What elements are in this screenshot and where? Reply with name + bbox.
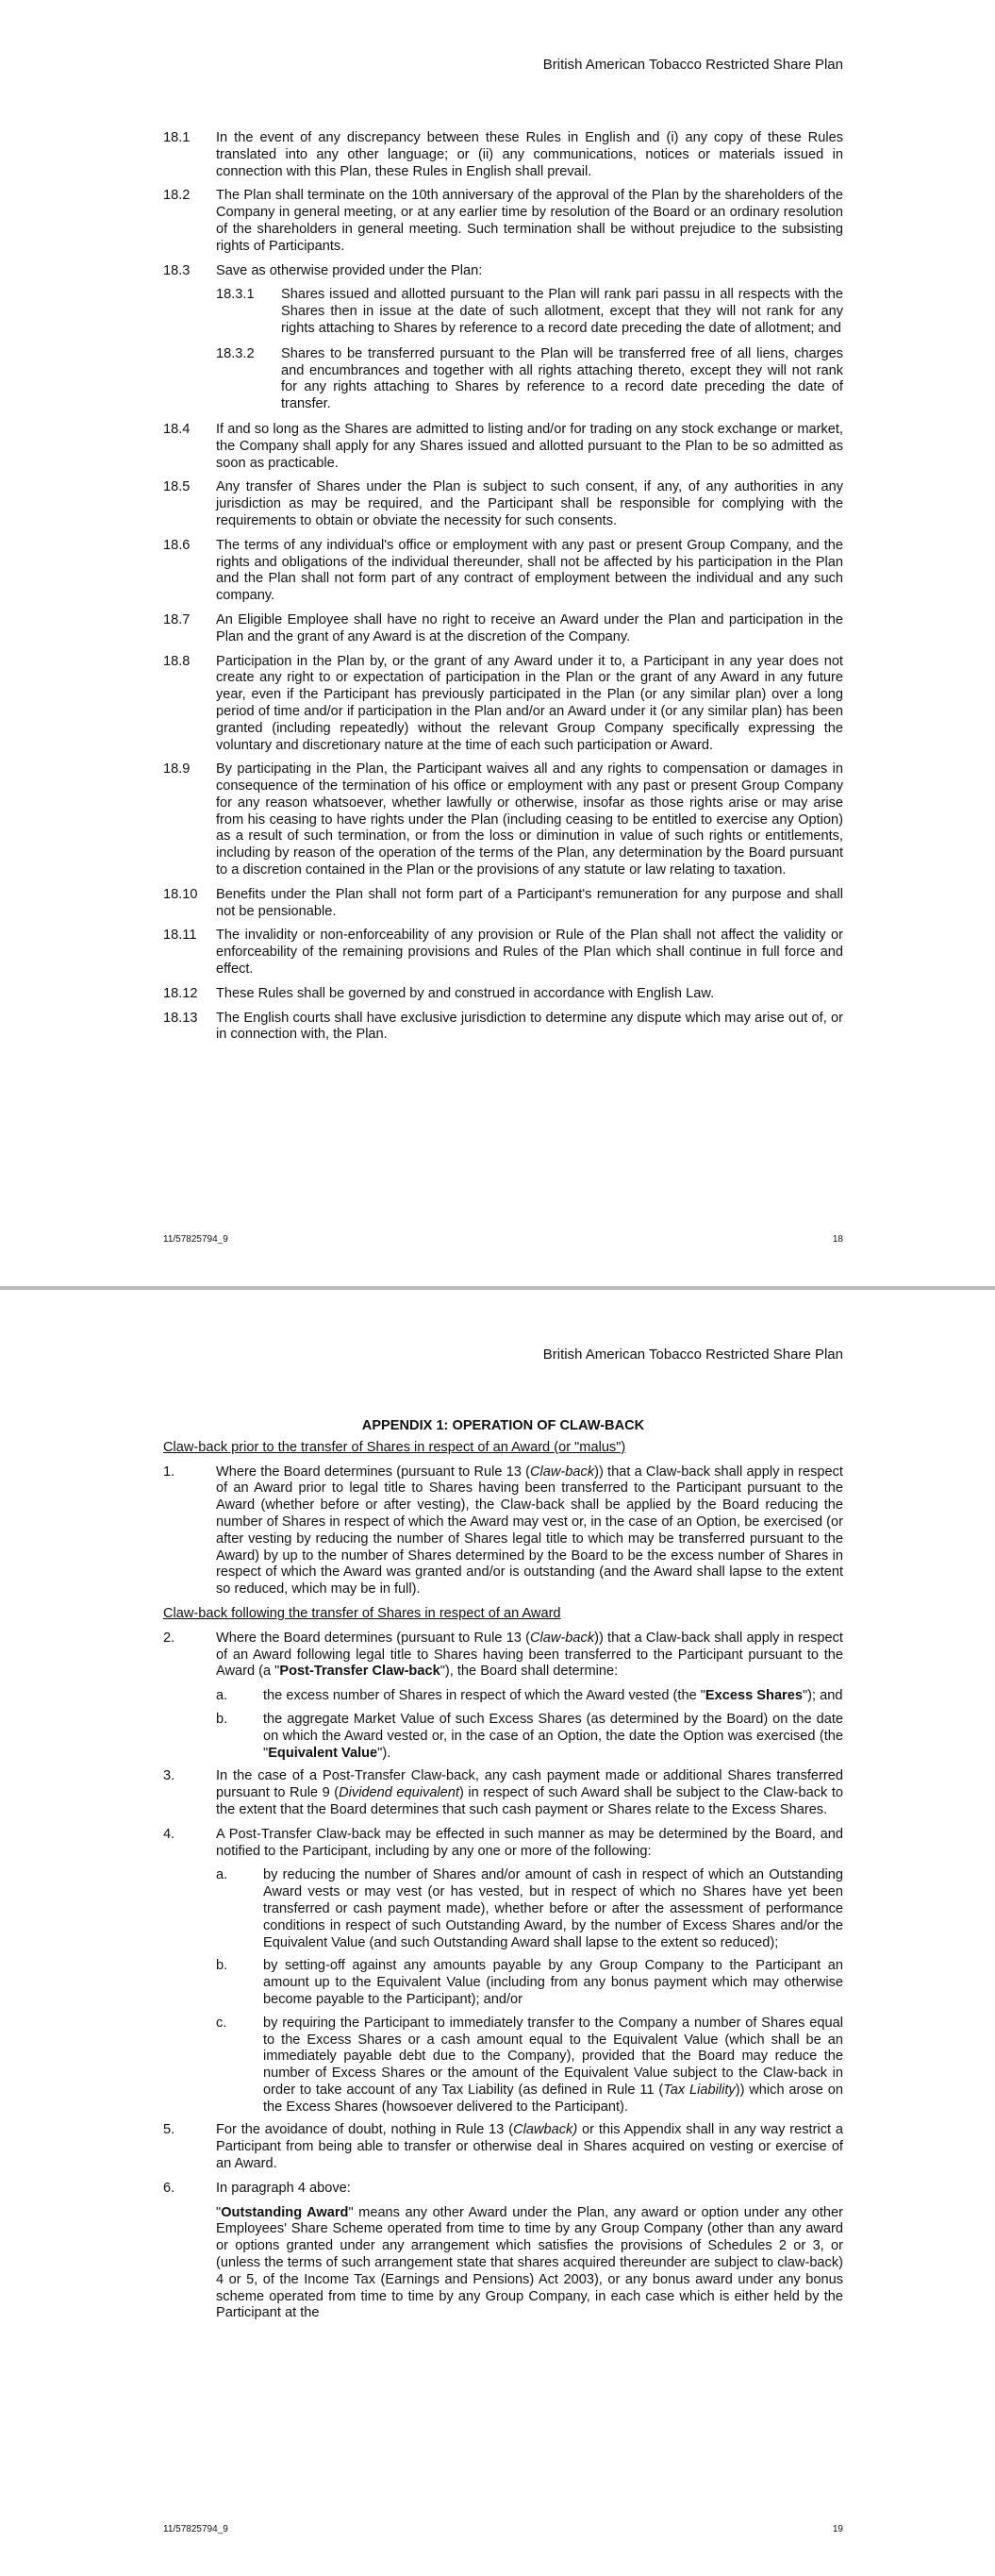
item-text: the excess number of Shares in respect of which the Award vested (the "Excess Shares"); and [263,1688,843,1704]
clause-text: Participation in the Plan by, or the grant of any Award under it to, a Participant in any year does not create any right to or expectation of participation in the Plan or the grant of any Award in any future year, even if the Participant has previously participated in the Plan (or any similar plan) over a long period of time and/or if participation in the Plan and/or an Award under it (or any similar plan) has been granted (including repeatedly) without the relevant Group Company specifically expressing the voluntary and discretionary nature at the time of each such participation or Award. [216,653,843,753]
paragraph-4c [163,2016,843,2116]
clause-text: Any transfer of Shares under the Plan is subject to such consent, if any, of any authorities in any jurisdiction as may be required, and the Participant shall be responsible for complying with the requirements to obtain or obviate the necessity for such consents. [216,479,843,528]
clause-text: Save as otherwise provided under the Plan: [216,262,483,278]
clause-number: 18.13 [163,1010,198,1026]
clause-text: The terms of any individual's office or employment with any past or present Group Company, and the rights and obligations of the individual thereunder, shall not be affected by his participation in the Plan and the Plan shall not form part of any contract of employment between the individual and any such company. [216,537,843,604]
clause-number: 18.8 [163,653,191,669]
clause-18-11 [163,928,843,978]
paragraph-number: 2. [163,1630,175,1646]
footer-document-reference: 11/57825794_9 [163,2524,228,2534]
clause-number: 18.4 [163,421,191,437]
paragraph-text: In paragraph 4 above: [216,2180,351,2196]
clause-18-9 [163,761,843,879]
document-page-18 [0,0,995,1286]
clause-18-6 [163,538,843,605]
paragraph-2 [163,1631,843,1681]
document-page-19 [0,1290,995,2576]
item-text: the aggregate Market Value of such Excess Shares (as determined by the Board) on the date on which the Award vested or, in the case of an Option, the date the Option was exercised (the "Equivalent Value"). [263,1711,843,1761]
paragraph-number: 4. [163,1826,175,1842]
item-letter: a. [216,1867,228,1883]
subclause-18-3-1 [163,287,843,337]
clause-number: 18.1 [163,130,191,145]
subclause-number: 18.3.2 [216,345,255,361]
clause-18-10 [163,887,843,921]
clause-18-13 [163,1011,843,1045]
item-text: by reducing the number of Shares and/or amount of cash in respect of which an Outstanding Award vests or may vest (or has vested, but in respect of which no Shares have yet been transferred or cash payment made), whether before or after the assessment of performance conditions in respect of such Outstanding Award, by the number of Excess Shares and/or the Equivalent Value (and such Outstanding Award shall lapse to the extent so reduced); [263,1867,843,1950]
subclause-number: 18.3.1 [216,287,255,303]
paragraph-number: 1. [163,1464,175,1480]
clause-18-7 [163,612,843,646]
clause-text: If and so long as the Shares are admitted to listing and/or for trading on any stock exchange or market, the Company shall apply for any Shares issued and allotted pursuant to the Plan to be so admitted as soon as practicable. [216,421,843,471]
page-header: British American Tobacco Restricted Share Plan [542,57,843,73]
clause-number: 18.10 [163,886,198,902]
clause-text: An Eligible Employee shall have no right to receive an Award under the Plan and participation in the Plan and the grant of any Award is at the discretion of the Company. [216,611,843,644]
item-letter: a. [216,1688,228,1704]
paragraph-text: A Post-Transfer Claw-back may be effected in such manner as may be determined by the Board, and notified to the Participant, including by any one or more of the following: [216,1826,843,1859]
paragraph-text: Where the Board determines (pursuant to Rule 13 (Claw-back)) that a Claw-back shall apply in respect of an Award following legal title to Shares having been transferred to the Participant pursuant to the Award (a "Post-Transfer Claw-back"), the Board shall determine: [216,1630,843,1680]
subclause-text: Shares issued and allotted pursuant to the Plan will rank pari passu in all respects with the Shares then in issue at the date of such allotment, except that they will not rank for any rights attaching to Shares by reference to a record date preceding the date of allotment; and [281,287,843,336]
footer-page-number: 19 [832,2524,843,2534]
paragraph-4a [163,1867,843,1951]
clause-18-3 [163,263,843,280]
section-heading-post-transfer: Claw-back following the transfer of Shares in respect of an Award [163,1605,561,1621]
clause-text: The Plan shall terminate on the 10th anniversary of the approval of the Plan by the shareholders of the Company in general meeting, or at any earlier time by resolution of the Board or an ordinary resolution of the shareholders in general meeting. Such termination shall be without prejudice to the subsisting rights of Participants. [216,188,843,254]
paragraph-number: 5. [163,2122,175,2138]
clause-18-12 [163,986,843,1003]
footer-document-reference: 11/57825794_9 [163,1234,228,1245]
paragraph-text: Where the Board determines (pursuant to Rule 13 (Claw-back)) that a Claw-back shall apply in respect of an Award prior to legal title to Shares having been transferred to the Participant pursuant to the Award (whether before or after vesting), the Claw-back shall be applied by the Board reducing the number of Shares in respect of which the Award may vest or, in the case of an Option, be exercised (or after vesting by reducing the number of Shares legal title to which may be transferred pursuant to the Award) by up to the number of Shares determined by the Board to be the excess number of Shares in respect of which the Award was granted and/or is outstanding (and the Award shall lapse to the extent so reduced, which may be in full). [216,1464,843,1597]
definition-outstanding-award [163,2205,843,2323]
subclause-text: Shares to be transferred pursuant to the Plan will be transferred free of all liens, charges and encumbrances and together with all rights attaching thereto, except they will not rank for any rights attaching to Shares by reference to a record date preceding the date of transfer. [281,345,843,412]
item-letter: b. [216,1711,228,1727]
item-letter: b. [216,1958,228,1974]
paragraph-3 [163,1768,843,1818]
clause-number: 18.5 [163,479,191,495]
paragraph-5 [163,2122,843,2172]
clause-text: Benefits under the Plan shall not form part of a Participant's remuneration for any purpose and shall not be pensionable. [216,886,843,919]
page-body [163,130,843,1051]
clause-number: 18.3 [163,262,191,278]
paragraph-2b [163,1712,843,1762]
clause-18-5 [163,479,843,529]
page-header: British American Tobacco Restricted Share Plan [542,1347,843,1363]
paragraph-2a [163,1688,843,1705]
clause-18-1 [163,130,843,180]
section-heading-malus: Claw-back prior to the transfer of Shares in respect of an Award (or "malus") [163,1439,626,1455]
paragraph-number: 6. [163,2180,175,2196]
paragraph-6 [163,2181,843,2198]
clause-number: 18.12 [163,985,198,1001]
clause-text: In the event of any discrepancy between these Rules in English and (i) any copy of these Rules translated into any other language; or (ii) any communications, notices or materials issued in connection with this Plan, these Rules in English shall prevail. [216,130,843,179]
clause-number: 18.2 [163,188,191,204]
item-text: by setting-off against any amounts payable by any Group Company to the Participant an amount up to the Equivalent Value (including from any bonus payment which may otherwise become payable to the Participant); and/or [263,1958,843,2007]
subclause-18-3-2 [163,346,843,413]
clause-number: 18.7 [163,611,191,627]
item-letter: c. [216,2015,227,2031]
appendix-title: APPENDIX 1: OPERATION OF CLAW-BACK [361,1418,645,1433]
footer-page-number: 18 [832,1234,843,1245]
paragraph-4b [163,1958,843,2008]
clause-number: 18.11 [163,928,197,944]
definition-text: "Outstanding Award" means any other Award under the Plan, any award or option under any other Employees' Share Scheme operated from time to time by any Group Company (other than any award or options granted under any arrangement which satisfies the provisions of Schedules 2 or 3, or (unless the terms of such arrangement state that shares acquired thereunder are subject to claw-back) 4 or 5, of the Income Tax (Earnings and Pensions) Act 2003), or any bonus award under any bonus scheme operated from time to time by any Group Company, in each case which is either held by the Participant at the [216,2204,843,2321]
clause-text: The invalidity or non-enforceability of any provision or Rule of the Plan shall not affect the validity or enforceability of the remaining provisions and Rules of the Plan which shall continue in full force and effect. [216,928,843,978]
clause-text: By participating in the Plan, the Participant waives all and any rights to compensation or damages in consequence of the termination of his office or employment with any past or present Group Company for any reason whatsoever, whether lawfully or otherwise, insofar as those rights arise or may arise from his ceasing to have rights under the Plan (including ceasing to be entitled to exercise any Option) as a result of such termination, or from the loss or diminution in value of such rights or entitlements, including by reason of the operation of the terms of the Plan, any determination by the Board pursuant to a discretion contained in the Plan or the provisions of any statute or law relating to taxation. [216,761,843,878]
item-text: by requiring the Participant to immediately transfer to the Company a number of Shares equal to the Excess Shares or a cash amount equal to the Equivalent Value (which shall be an immediately payable debt due to the Company), provided that the Board may reduce the number of Excess Shares or the amount of the Equivalent Value subject to the Claw-back in order to take account of any Tax Liability (as defined in Rule 11 (Tax Liability)) which arose on the Excess Shares (howsoever delivered to the Participant). [263,2015,843,2115]
paragraph-1 [163,1464,843,1598]
clause-18-2 [163,188,843,255]
paragraph-text: In the case of a Post-Transfer Claw-back, any cash payment made or additional Shares transferred pursuant to Rule 9 (Dividend equivalent) in respect of such Award shall be subject to the Claw-back to the extent that the Board determines that such cash payment or Shares relate to the Excess Shares. [216,1768,844,1817]
paragraph-number: 3. [163,1768,175,1784]
clause-text: The English courts shall have exclusive jurisdiction to determine any dispute which may arise out of, or in connection with, the Plan. [216,1010,843,1043]
clause-18-4 [163,422,843,472]
clause-number: 18.9 [163,761,191,778]
paragraph-text: For the avoidance of doubt, nothing in Rule 13 (Clawback) or this Appendix shall in any way restrict a Participant from being able to transfer or otherwise deal in Shares acquired on vesting or exercise of an Award. [216,2122,843,2172]
clause-text: These Rules shall be governed by and construed in accordance with English Law. [216,985,715,1001]
clause-number: 18.6 [163,537,191,553]
page-body [163,1418,843,2330]
clause-18-8 [163,654,843,755]
paragraph-4 [163,1827,843,1861]
